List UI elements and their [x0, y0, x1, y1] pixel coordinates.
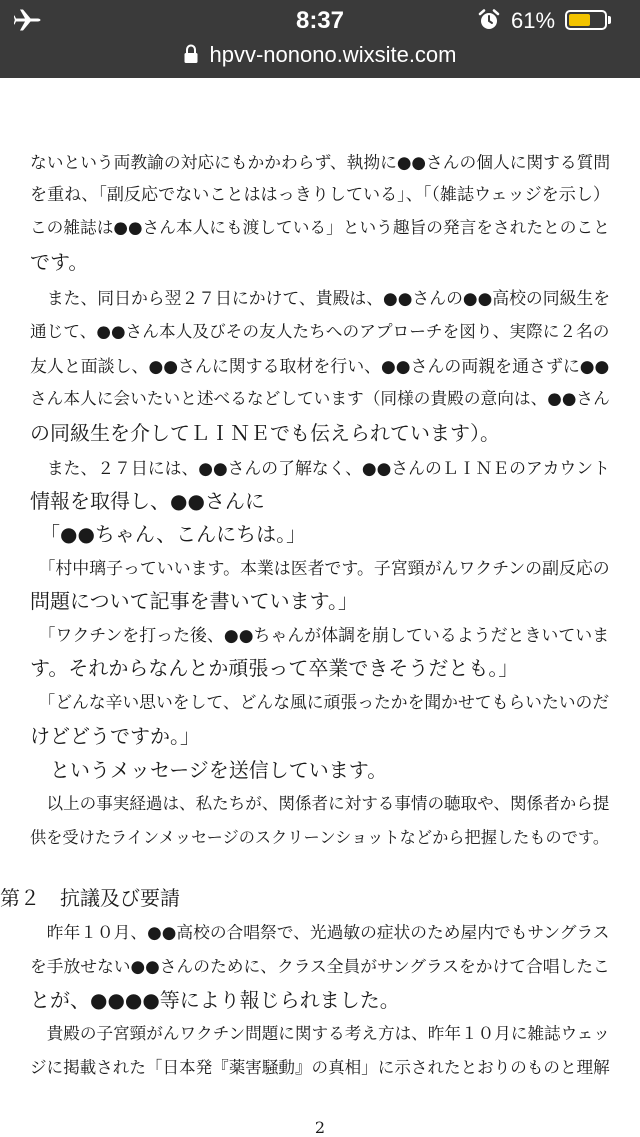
document-line: さん本人に会いたいと述べるなどしています（同様の貴殿の意向は、●●さん	[30, 389, 610, 408]
document-line: とが、●●●●等により報じられました。	[30, 988, 400, 1012]
lock-icon	[183, 44, 199, 64]
document-line: 「●●ちゃん、こんにちは。」	[30, 522, 307, 546]
document-line: を手放せない●●さんのために、クラス全員がサングラスをかけて合唱したこ	[30, 956, 610, 976]
status-time: 8:37	[295, 7, 345, 34]
document-line: ジに掲載された「日本発『薬害騒動』の真相」に示されたとおりのものと理解	[30, 1058, 610, 1077]
document-line: また、２７日には、●●さんの了解なく、●●さんのＬＩＮＥのアカウント	[30, 458, 610, 478]
battery-icon	[565, 10, 607, 30]
document-line: ないという両教諭の対応にもかかわらず、執拗に●●さんの個人に関する質問	[30, 152, 611, 172]
document-line: 友人と面談し、●●さんに関する取材を行い、●●さんの両親を通さずに●●	[30, 356, 610, 376]
browser-url-bar[interactable]	[0, 40, 640, 78]
alarm-icon	[478, 9, 500, 31]
document-line: 「どんな辛い思いをして、どんな風に頑張ったかを聞かせてもらいたいのだ	[30, 692, 610, 712]
document-line: というメッセージを送信しています。	[30, 758, 388, 782]
document-line: 「村中璃子っていいます。本業は医者です。子宮頸がんワクチンの副反応の	[30, 558, 610, 578]
document-line: 通じて、●●さん本人及びその友人たちへのアプローチを図り、実際に２名の	[30, 322, 610, 341]
page-number: 2	[314, 1118, 326, 1137]
url-display[interactable]	[0, 42, 640, 68]
document-line: けどどうですか。」	[30, 724, 200, 748]
document-line: また、同日から翌２７日にかけて、貴殿は、●●さんの●●高校の同級生を	[30, 288, 611, 308]
document-line: 情報を取得し、●●さんに	[30, 489, 265, 513]
battery-percentage: 61%	[511, 8, 556, 33]
battery-level-fill	[569, 14, 590, 26]
status-bar	[0, 0, 640, 40]
document-line: この雑誌は●●さん本人にも渡している」という趣旨の発言をされたとのこと	[30, 218, 610, 237]
document-line: です。	[30, 250, 89, 274]
document-line: を重ね、「副反応でないことははっきりしている」、「（雑誌ウェッジを示し）	[30, 185, 610, 205]
document-page	[0, 78, 640, 1136]
battery-cap	[608, 16, 611, 24]
section-heading: 第２ 抗議及び要請	[0, 886, 180, 910]
document-line: の同級生を介してＬＩＮＥでも伝えられています）。	[30, 421, 500, 445]
document-line: 供を受けたラインメッセージのスクリーンショットなどから把握したものです。	[30, 828, 610, 847]
document-line: 「ワクチンを打った後、●●ちゃんが体調を崩しているようだときいていま	[30, 625, 610, 645]
url-text[interactable]: hpvv-nonono.wixsite.com	[209, 42, 457, 67]
document-line: 以上の事実経過は、私たちが、関係者に対する事情の聴取や、関係者から提	[30, 794, 610, 813]
document-line: 昨年１０月、●●高校の合唱祭で、光過敏の症状のため屋内でもサングラス	[30, 922, 610, 942]
document-line: 問題について記事を書いています。」	[30, 589, 358, 613]
document-line: す。それからなんとか頑張って卒業できそうだとも。」	[30, 656, 519, 680]
document-line: 貴殿の子宮頸がんワクチン問題に関する考え方は、昨年１０月に雑誌ウェッ	[30, 1024, 610, 1043]
